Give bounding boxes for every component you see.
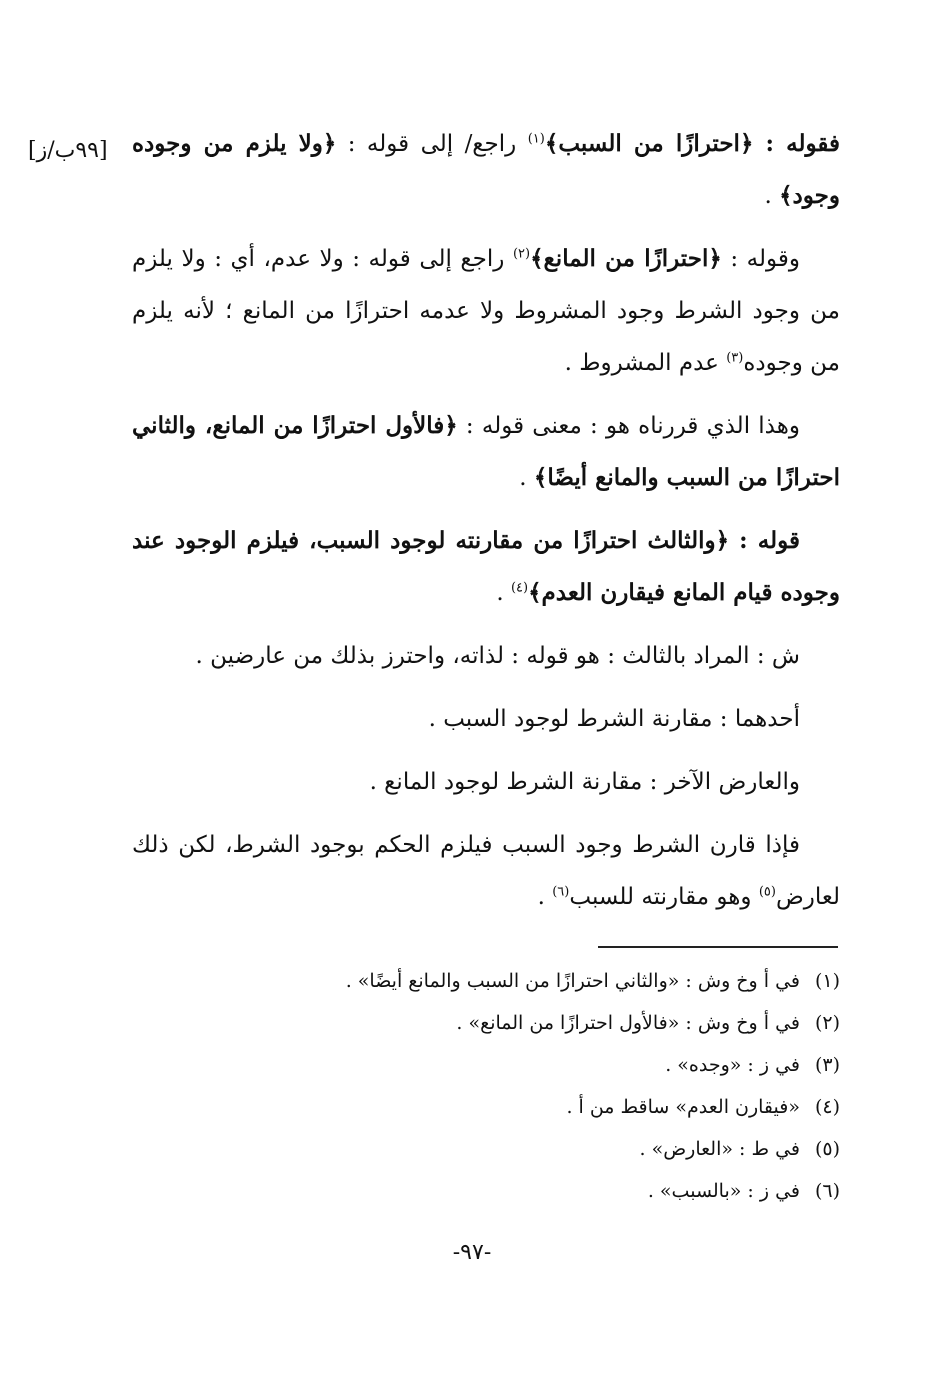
quoted-text: ﴿احترازًا من السبب﴾ (544, 130, 754, 157)
footnote-ref: (٣) (726, 350, 744, 366)
footnote-ref: (٦) (552, 884, 570, 900)
text-segment: . (519, 465, 534, 491)
footnotes (300, 960, 840, 1212)
footnote-number: (٦) (814, 1180, 840, 1202)
paragraph (132, 693, 840, 745)
paragraph (132, 819, 840, 923)
footnote-number: (١) (814, 970, 840, 992)
text-segment: وهذا الذي قررناه هو : معنى قوله : (457, 413, 800, 439)
manuscript-folio-note: [٩٩ب/ز] (28, 138, 108, 163)
footnote (300, 1086, 840, 1128)
footnote-text: في ط : «العارض» . (639, 1138, 800, 1160)
footnote (300, 1128, 840, 1170)
page-number: -٩٧- (452, 1240, 492, 1265)
quoted-text: ﴿ولا يلزم من وجوده وجود﴾ (132, 130, 840, 209)
footnote (300, 960, 840, 1002)
paragraph (132, 515, 840, 619)
footnote-text: في أ وخ وش : «فالأول احترازًا من المانع» . (456, 1012, 800, 1034)
footnote (300, 1170, 840, 1212)
footnote-text: «فيقارن العدم» ساقط من أ . (566, 1096, 800, 1118)
paragraph (132, 400, 840, 504)
text-segment: ش : المراد بالثالث : هو قوله : لذاته، واحترز بذلك من عارضين . (195, 643, 800, 669)
footnote-ref: (٥) (758, 884, 776, 900)
footnote-ref: (٢) (512, 246, 531, 262)
text-segment: . (496, 580, 511, 606)
footnote-number: (٤) (814, 1096, 840, 1118)
text-segment: . (764, 183, 780, 209)
text-segment: . (537, 884, 553, 910)
paragraph (132, 118, 840, 222)
main-text (132, 118, 840, 934)
text-segment: فإذا قارن الشرط وجود السبب فيلزم الحكم بوجود الشرط، لكن ذلك لعارض (132, 832, 840, 910)
paragraph (132, 233, 840, 389)
text-segment: راجع إلى قوله : ولا عدم، أي : ولا يلزم من وجود الشرط وجود المشروط ولا عدمه احترازًا من المانع ؛ لأنه يلزم من وجوده (132, 246, 840, 376)
text-segment: وهو مقارنته للسبب (569, 884, 759, 910)
paragraph (132, 756, 840, 808)
footnote-text: في أ وخ وش : «والثاني احترازًا من السبب والمانع أيضًا» . (345, 970, 800, 992)
quoted-text: ﴿فالأول احترازًا من المانع، والثاني احترازًا من السبب والمانع أيضًا﴾ (132, 412, 840, 491)
text-segment: راجع/ إلى قوله : (336, 131, 528, 157)
quoted-text: فقوله : (753, 130, 841, 157)
text-segment: أحدهما : مقارنة الشرط لوجود السبب . (428, 706, 800, 732)
text-segment: وقوله : (721, 246, 800, 272)
footnote-number: (٥) (814, 1138, 840, 1160)
footnote-ref: (١) (527, 131, 545, 147)
text-segment: عدم المشروط . (564, 350, 727, 376)
footnote-separator (598, 946, 838, 948)
quoted-text: ﴿احترازًا من المانع﴾ (530, 245, 722, 272)
footnote-text: في ز : «وجده» . (665, 1054, 800, 1076)
footnote (300, 1002, 840, 1044)
footnote-number: (٢) (814, 1012, 840, 1034)
text-segment: والعارض الآخر : مقارنة الشرط لوجود المانع . (369, 769, 800, 795)
footnote (300, 1044, 840, 1086)
footnote-text: في ز : «بالسبب» . (647, 1180, 800, 1202)
paragraph (132, 630, 840, 682)
footnote-ref: (٤) (510, 580, 529, 596)
quoted-text: قوله : (729, 527, 800, 554)
quoted-text: ﴿والثالث احترازًا من مقارنته لوجود السبب، فيلزم الوجود عند وجوده قيام المانع فيقارن العدم﴾ (132, 527, 840, 606)
footnote-number: (٣) (814, 1054, 840, 1076)
